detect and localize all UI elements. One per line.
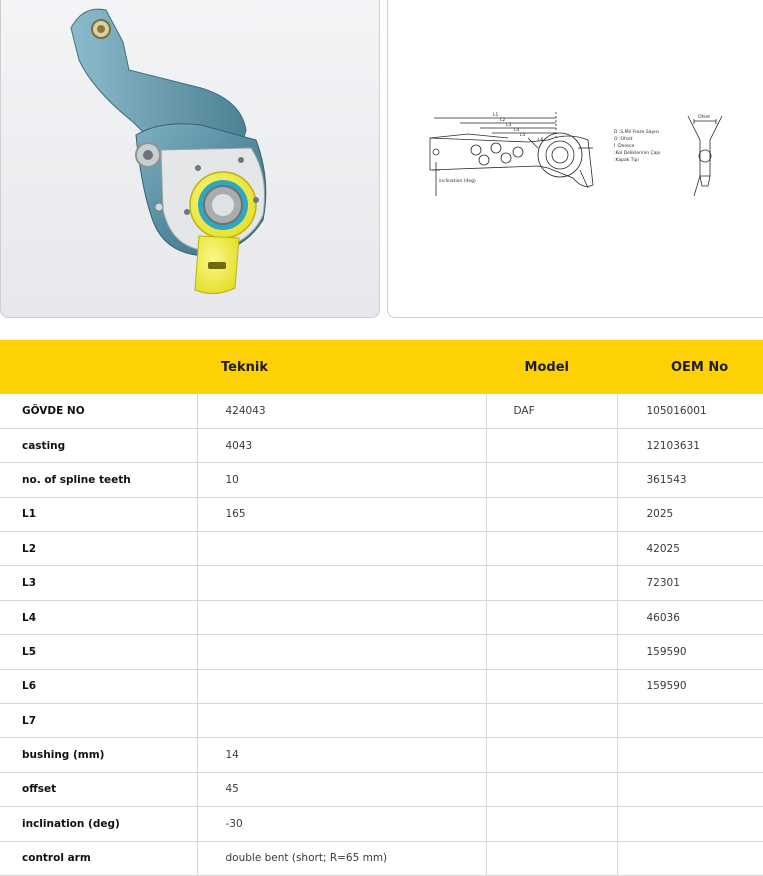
header-model: Model <box>524 359 569 375</box>
drawing-label-l5: L5 <box>520 133 526 138</box>
row-teknik: 45 <box>197 772 486 806</box>
drawing-legend-1: D :S.Mil Freze Sayısı <box>614 130 659 135</box>
header-label <box>0 340 197 394</box>
table-row <box>0 807 763 841</box>
row-oem: 105016001 <box>617 394 763 428</box>
row-model <box>486 841 617 875</box>
row-model <box>486 738 617 772</box>
row-model <box>486 807 617 841</box>
row-teknik: double bent (short; R=65 mm) <box>197 841 486 875</box>
row-teknik: 165 <box>197 497 486 531</box>
drawing-legend-3: I :Derece <box>614 144 635 149</box>
row-oem: 42025 <box>617 532 763 566</box>
row-label: inclination (deg) <box>0 807 197 841</box>
table-row <box>0 704 763 738</box>
row-oem: 12103631 <box>617 428 763 462</box>
row-teknik <box>197 669 486 703</box>
drawing-label-l2: L2 <box>500 118 506 123</box>
drawing-label-l6: L6 <box>538 138 544 143</box>
row-label: L5 <box>0 635 197 669</box>
product-image-panel[interactable] <box>0 0 380 318</box>
row-model <box>486 532 617 566</box>
header-teknik: Teknik <box>221 359 268 375</box>
row-oem: 159590 <box>617 669 763 703</box>
row-oem <box>617 704 763 738</box>
row-label: no. of spline teeth <box>0 463 197 497</box>
row-oem <box>617 738 763 772</box>
row-label: bushing (mm) <box>0 738 197 772</box>
row-label: L4 <box>0 600 197 634</box>
table-row <box>0 841 763 875</box>
row-oem <box>617 807 763 841</box>
row-teknik: -30 <box>197 807 486 841</box>
row-model <box>486 704 617 738</box>
table-row <box>0 669 763 703</box>
table-row <box>0 497 763 531</box>
row-label: L2 <box>0 532 197 566</box>
drawing-label-inclination: inclination (deg) <box>439 179 476 184</box>
row-label: L6 <box>0 669 197 703</box>
table-row <box>0 394 763 428</box>
row-oem: 361543 <box>617 463 763 497</box>
row-label: casting <box>0 428 197 462</box>
drawing-legend-5: :Kapak Tipi <box>614 158 639 163</box>
drawing-legend-2: O :Ofset <box>614 137 633 142</box>
row-teknik <box>197 635 486 669</box>
row-model <box>486 772 617 806</box>
row-label: GÖVDE NO <box>0 394 197 428</box>
table-row <box>0 428 763 462</box>
row-oem <box>617 841 763 875</box>
technical-drawing-panel[interactable] <box>387 0 763 318</box>
row-model: DAF <box>486 394 617 428</box>
row-teknik <box>197 566 486 600</box>
table-row <box>0 532 763 566</box>
row-teknik <box>197 704 486 738</box>
table-row <box>0 600 763 634</box>
table-row <box>0 635 763 669</box>
row-model <box>486 600 617 634</box>
row-model <box>486 635 617 669</box>
row-model <box>486 463 617 497</box>
row-label: control arm <box>0 841 197 875</box>
drawing-label-l3: L3 <box>506 123 512 128</box>
table-row <box>0 566 763 600</box>
row-label: offset <box>0 772 197 806</box>
row-teknik: 10 <box>197 463 486 497</box>
row-label: L1 <box>0 497 197 531</box>
row-model <box>486 669 617 703</box>
row-teknik: 424043 <box>197 394 486 428</box>
drawing-legend-4: :Kol Deliklerinin Çapı <box>614 151 661 156</box>
spec-table <box>0 340 763 876</box>
row-teknik <box>197 532 486 566</box>
header-oem-no: OEM No <box>671 359 729 375</box>
table-row <box>0 772 763 806</box>
row-model <box>486 566 617 600</box>
row-label: L7 <box>0 704 197 738</box>
drawing-label-l1: L1 <box>493 113 499 118</box>
drawing-label-l4: L4 <box>514 128 520 133</box>
technical-drawing <box>388 0 763 318</box>
row-teknik: 4043 <box>197 428 486 462</box>
row-oem: 159590 <box>617 635 763 669</box>
row-teknik <box>197 600 486 634</box>
table-row <box>0 738 763 772</box>
row-oem: 2025 <box>617 497 763 531</box>
row-oem: 46036 <box>617 600 763 634</box>
drawing-label-offset: Ofset <box>698 115 711 120</box>
row-teknik: 14 <box>197 738 486 772</box>
row-oem: 72301 <box>617 566 763 600</box>
row-model <box>486 428 617 462</box>
row-oem <box>617 772 763 806</box>
spec-table-header <box>0 340 763 394</box>
table-row <box>0 463 763 497</box>
row-label: L3 <box>0 566 197 600</box>
slack-adjuster-image <box>1 0 380 318</box>
row-model <box>486 497 617 531</box>
